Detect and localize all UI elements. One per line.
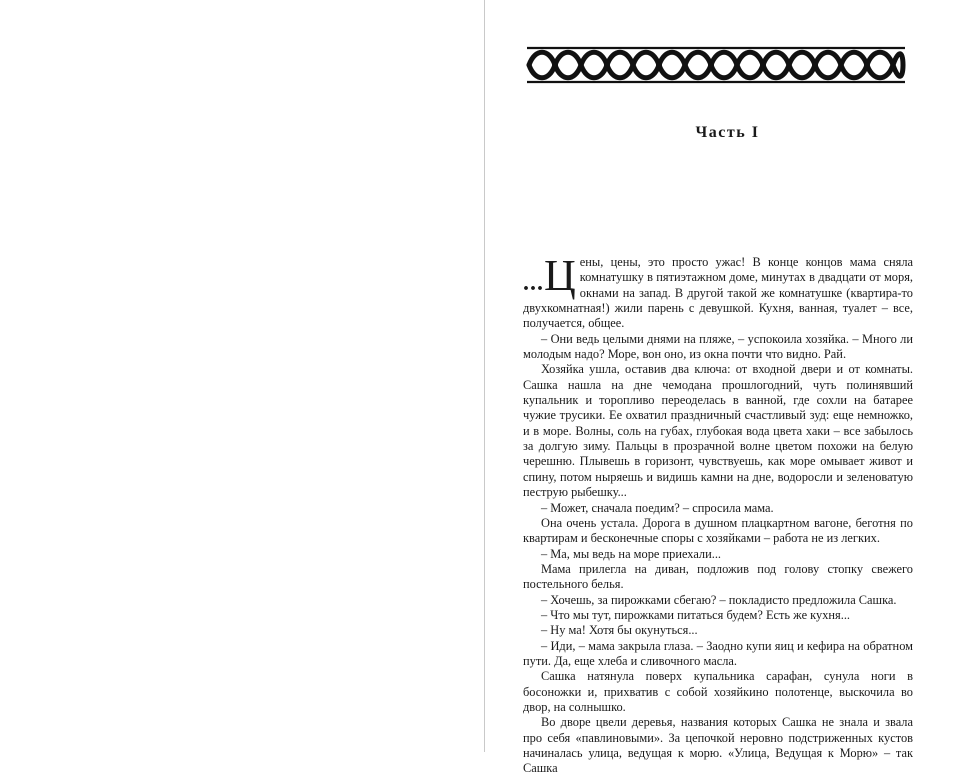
dropcap — [523, 251, 576, 300]
paragraph: Мама прилегла на диван, подложив под голову стопку свежего постельного белья. — [523, 561, 913, 592]
paragraph: – Ма, мы ведь на море приехали... — [541, 546, 722, 561]
paragraph: Она очень устала. Дорога в душном плацкартном вагоне, беготня по квартирам и бесконечные споры с хозяйками – работа не из легких. — [523, 515, 913, 546]
part-title: Часть I — [695, 124, 760, 141]
paragraph: – Хочешь, за пирожками сбегаю? – покладисто предложила Сашка. — [541, 592, 897, 607]
paragraph: – Может, сначала поедим? – спросила мама. — [541, 500, 774, 515]
paragraph — [523, 251, 913, 332]
paragraph: – Иди, – мама закрыла глаза. – Заодно купи яиц и кефира на обратном пути. Да, еще хлеба и сливочного масла. — [523, 638, 913, 668]
paragraph: – Они ведь целыми днями на пляже, – успокоила хозяйка. – Много ли молодым надо? Море, вон оно, из окна почти что видно. Рай. — [523, 331, 913, 362]
paragraph: Сашка натянула поверх купальника сарафан, сунула ноги в босоножки и, прихватив с собой хозяйкино полотенце, выскочила во двор, на солнышко. — [523, 669, 913, 714]
paragraph: Во дворе цвели деревья, названия которых Сашка не знала и звала про себя «павлиновыми». За цепочкой неровно подстриженных кустов начиналась улица, ведущая к морю. «Улица, Ведущая к Морю» – так Сашка — [523, 715, 913, 776]
body-text — [523, 251, 913, 777]
dropcap-letter: Ц — [544, 251, 576, 300]
paragraph-text: ены, цены, это просто ужас! В конце концов мама сняла комнатушку в пятиэтажном доме, минутах в двадцати от моря, окнами на запад. В другой такой же комнатушке (квартира-то двухкомнатная!) жили парень с девушкой. Кухня, ванная, туалет – все, получается, общее. — [523, 255, 913, 331]
paragraph: – Ну ма! Хотя бы окунуться... — [541, 623, 698, 638]
paragraph: – Что мы тут, пирожками питаться будем? Есть же кухня... — [541, 607, 851, 622]
celtic-knot-ornament-icon — [525, 44, 907, 86]
paragraph: Хозяйка ушла, оставив два ключа: от входной двери и от комнаты. Сашка нашла на дне чемодана прошлогодний, чуть полинявший купальник и торопливо переоделась в ванной, где сохли на батарее чужие трусики. Ее охватил праздничный счастливый зуд: еще немножко, и в море. Волны, соль на губах, глубокая вода цвета хаки – все забылось за долгую зиму. Пальцы в прозрачной волне цветом похожи на белую черешню. Плывешь в горизонт, чувствуешь, как море омывает живот и спину, потом ныряешь и видишь камни на дне, водоросли и зеленоватую пеструю рыбешку... — [523, 362, 913, 500]
dropcap-ellipsis: ... — [523, 270, 544, 296]
left-page-blank — [0, 0, 484, 752]
